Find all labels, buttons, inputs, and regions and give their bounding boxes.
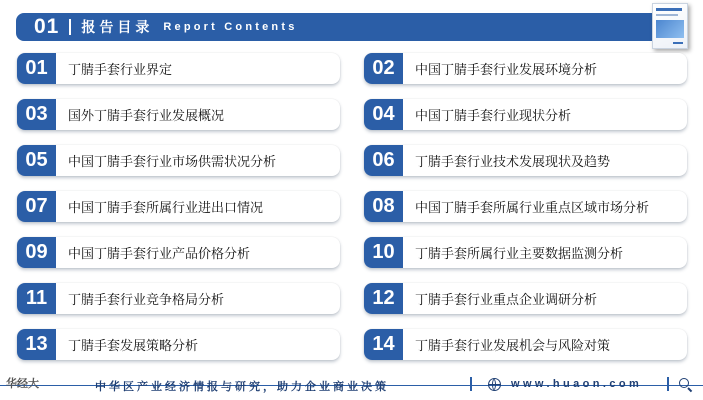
toc-item-04[interactable] xyxy=(364,99,687,130)
toc-item-label: 丁腈手套行业界定 xyxy=(68,63,173,78)
toc-item-label: 中国丁腈手套行业现状分析 xyxy=(415,109,572,124)
toc-item-09[interactable] xyxy=(17,237,340,268)
toc-item-14[interactable] xyxy=(364,329,687,360)
toc-item-01[interactable] xyxy=(17,53,340,84)
toc-item-number: 11 xyxy=(17,283,56,314)
toc-item-label: 国外丁腈手套行业发展概况 xyxy=(68,109,225,124)
toc-item-number: 09 xyxy=(17,237,56,268)
toc-item-number: 13 xyxy=(17,329,56,360)
toc-item-08[interactable] xyxy=(364,191,687,222)
toc-item-label: 丁腈手套行业发展机会与风险对策 xyxy=(415,339,611,354)
footer-logo: 华经大 xyxy=(6,377,39,390)
globe-icon xyxy=(488,378,501,391)
toc-item-number: 10 xyxy=(364,237,403,268)
toc-item-10[interactable] xyxy=(364,237,687,268)
toc-item-label: 丁腈手套行业重点企业调研分析 xyxy=(415,293,598,308)
toc-item-02[interactable] xyxy=(364,53,687,84)
toc-item-03[interactable] xyxy=(17,99,340,130)
toc-item-label: 丁腈手套行业竞争格局分析 xyxy=(68,293,225,308)
toc-item-label: 中国丁腈手套所属行业进出口情况 xyxy=(68,201,264,216)
toc-item-07[interactable] xyxy=(17,191,340,222)
toc-item-label: 中国丁腈手套行业发展环境分析 xyxy=(415,63,598,78)
toc-item-11[interactable] xyxy=(17,283,340,314)
page-title: 报告目录 xyxy=(81,20,154,36)
toc-item-05[interactable] xyxy=(17,145,340,176)
footer-separator xyxy=(470,377,472,391)
toc-item-13[interactable] xyxy=(17,329,340,360)
section-number: 01 xyxy=(34,15,60,38)
toc-item-number: 14 xyxy=(364,329,403,360)
toc-item-label: 中国丁腈手套行业产品价格分析 xyxy=(68,247,251,262)
toc-item-06[interactable] xyxy=(364,145,687,176)
header-divider xyxy=(69,19,71,35)
toc-item-number: 07 xyxy=(17,191,56,222)
website-link[interactable]: www.huaon.com xyxy=(511,378,643,390)
toc-item-label: 丁腈手套所属行业主要数据监测分析 xyxy=(415,247,624,262)
toc-item-number: 12 xyxy=(364,283,403,314)
toc-item-number: 06 xyxy=(364,145,403,176)
toc-item-label: 丁腈手套发展策略分析 xyxy=(68,339,199,354)
toc-item-label: 中国丁腈手套行业市场供需状况分析 xyxy=(68,155,277,170)
toc-item-number: 05 xyxy=(17,145,56,176)
toc-item-label: 丁腈手套行业技术发展现状及趋势 xyxy=(415,155,611,170)
header-bar xyxy=(16,13,654,41)
footer-separator xyxy=(667,377,669,391)
toc-item-12[interactable] xyxy=(364,283,687,314)
toc-item-number: 01 xyxy=(17,53,56,84)
toc-item-number: 02 xyxy=(364,53,403,84)
footer-slogan: 中华区产业经济情报与研究，助力企业商业决策 xyxy=(95,380,389,393)
search-icon[interactable] xyxy=(679,378,689,388)
toc-item-number: 08 xyxy=(364,191,403,222)
toc-item-number: 04 xyxy=(364,99,403,130)
page-subtitle: Report Contents xyxy=(163,21,298,33)
toc-item-number: 03 xyxy=(17,99,56,130)
toc-item-label: 中国丁腈手套所属行业重点区域市场分析 xyxy=(415,201,650,216)
report-cover-thumbnail xyxy=(652,3,688,49)
